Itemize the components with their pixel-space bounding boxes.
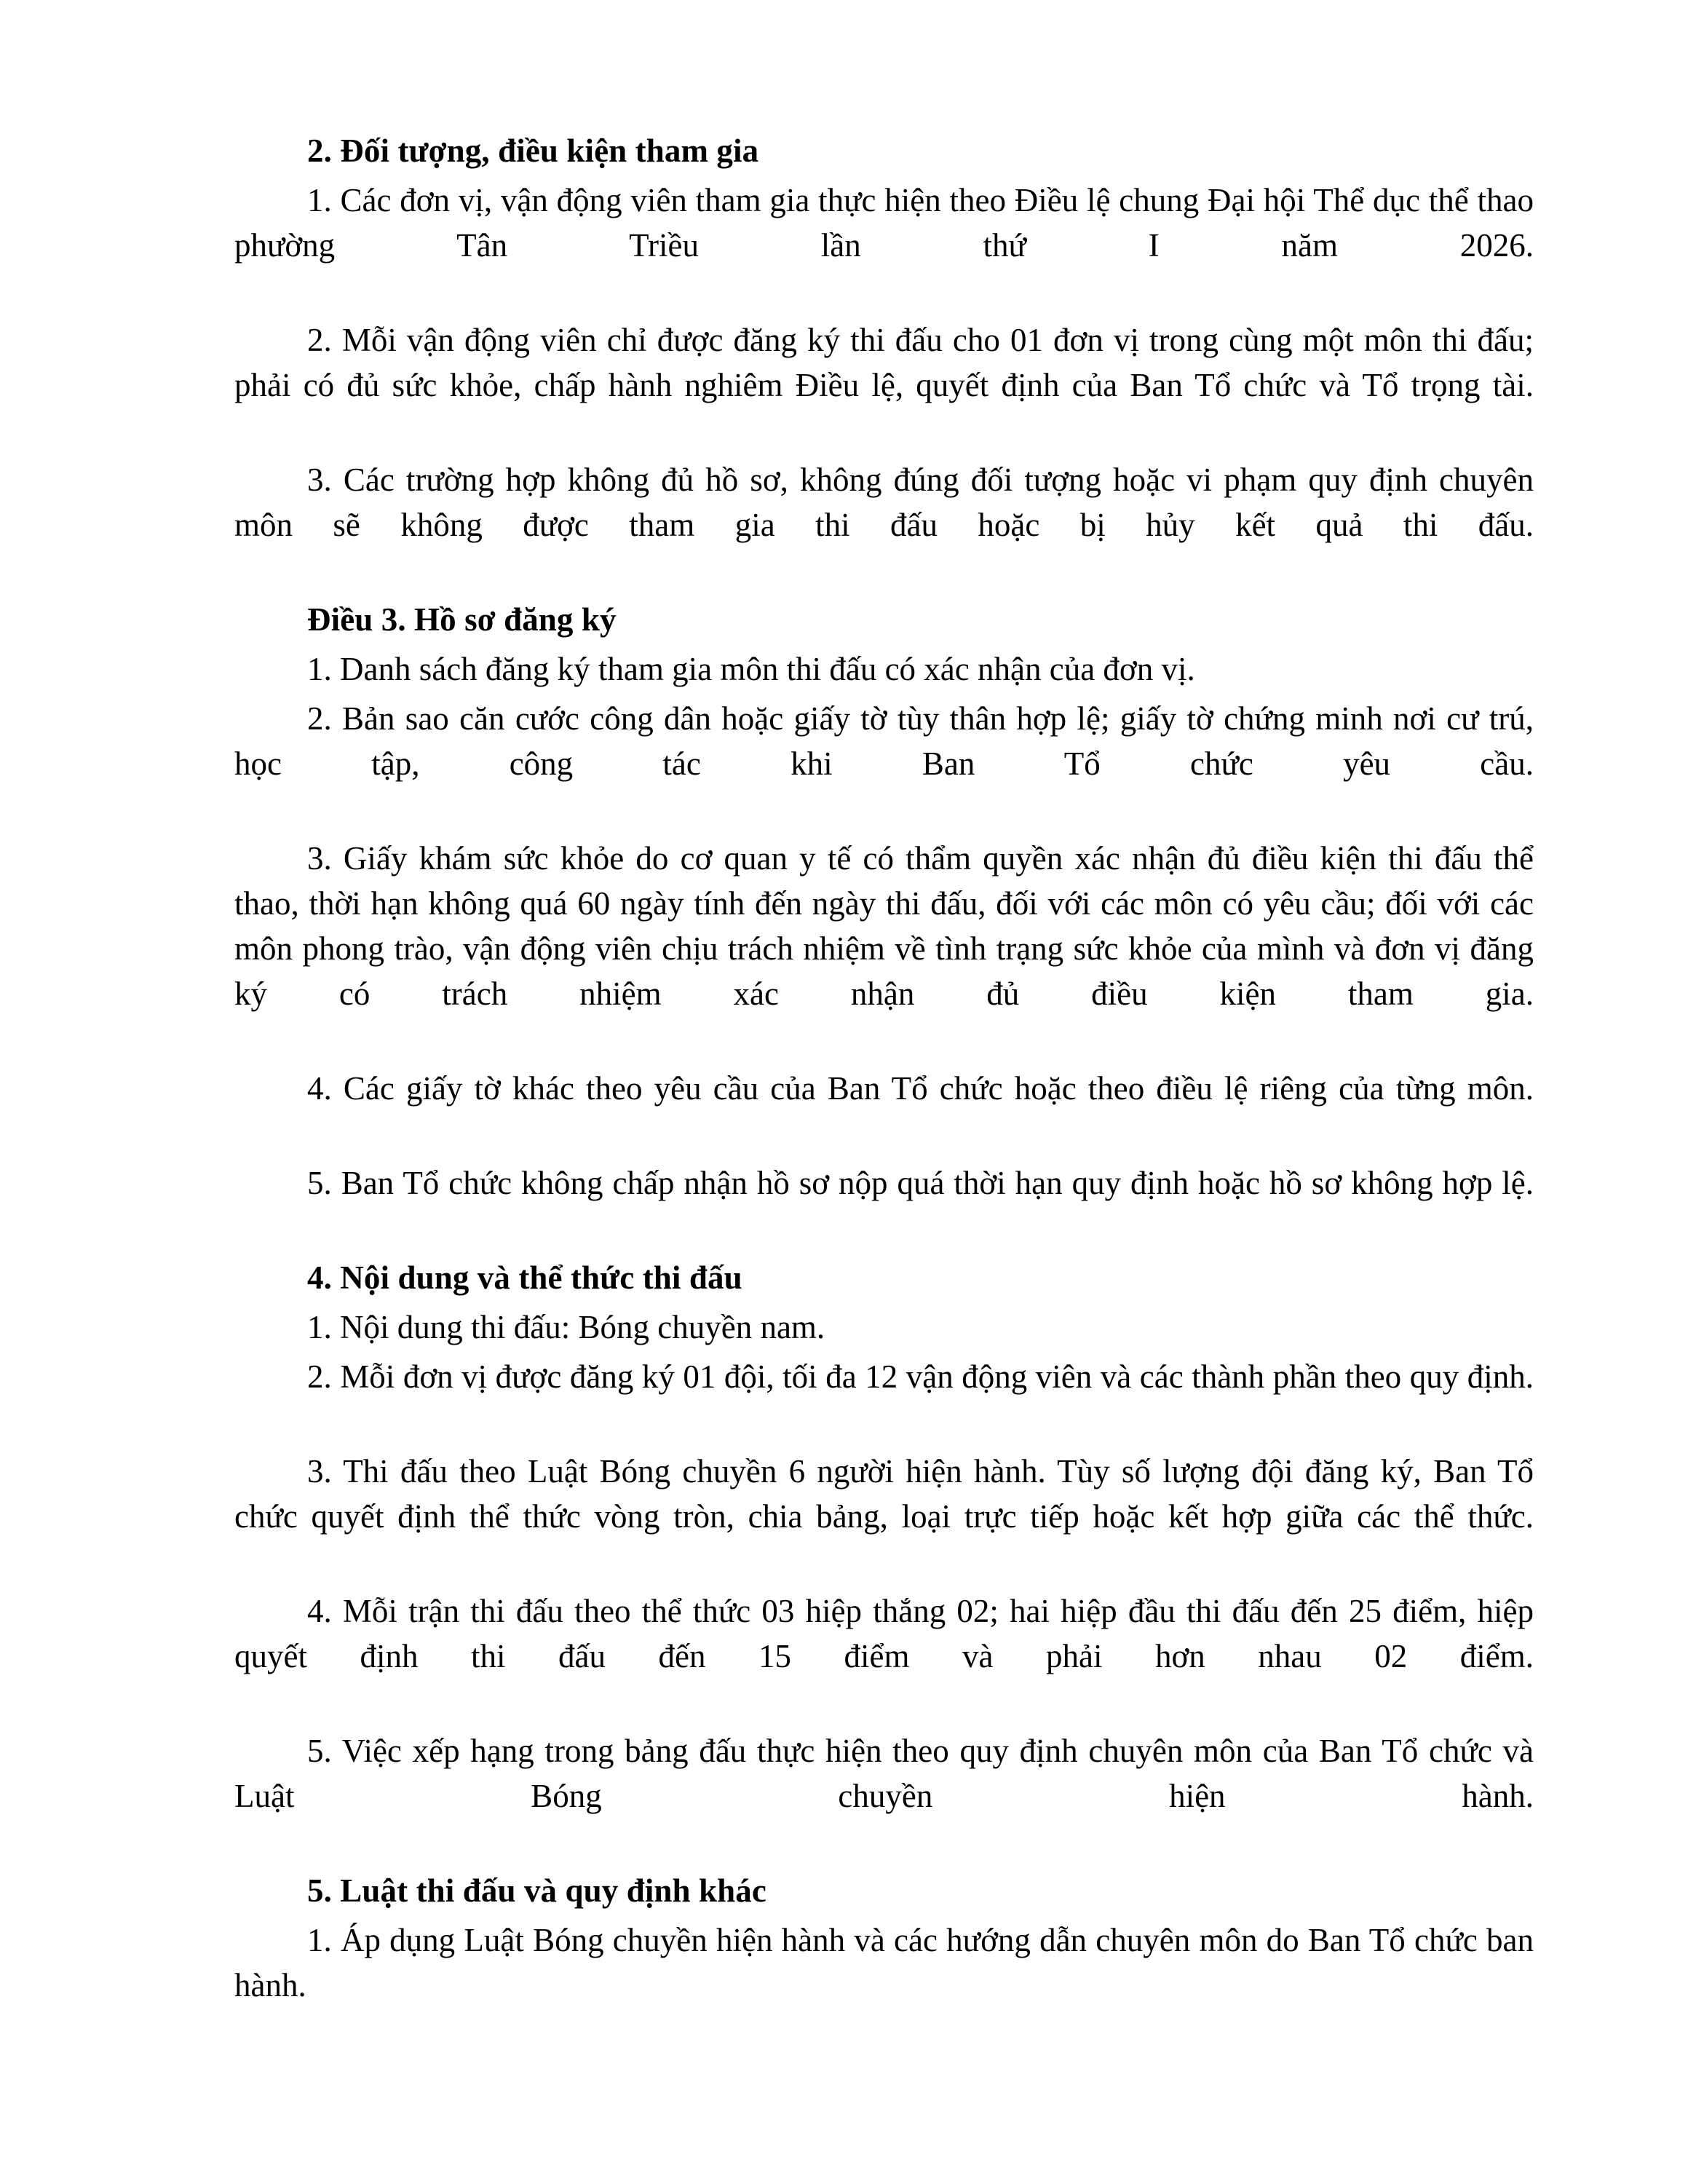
para-5-1: 1. Áp dụng Luật Bóng chuyền hiện hành và các hướng dẫn chuyên môn do Ban Tổ chức ban hành. [234, 1922, 1534, 2003]
para-4-3: 3. Thi đấu theo Luật Bóng chuyền 6 người hiện hành. Tùy số lượng đội đăng ký, Ban Tổ chức quyết định thể thức vòng tròn, chia bảng, loại trực tiếp hoặc kết hợp giữa các thể thức. [234, 1453, 1534, 1535]
para-2-2: 2. Mỗi vận động viên chỉ được đăng ký thi đấu cho 01 đơn vị trong cùng một môn thi đấu; phải có đủ sức khỏe, chấp hành nghiêm Điều lệ, quyết định của Ban Tổ chức và Tổ trọng tài. [234, 322, 1534, 403]
para-3-2: 2. Bản sao căn cước công dân hoặc giấy tờ tùy thân hợp lệ; giấy tờ chứng minh nơi cư trú, học tập, công tác khi Ban Tổ chức yêu cầu. [234, 700, 1534, 782]
document-body [234, 128, 1534, 2057]
para-3-5: 5. Ban Tổ chức không chấp nhận hồ sơ nộp quá thời hạn quy định hoặc hồ sơ không hợp lệ. [307, 1165, 1534, 1201]
para-3-1: 1. Danh sách đăng ký tham gia môn thi đấu có xác nhận của đơn vị. [307, 651, 1195, 687]
para-4-4: 4. Mỗi trận thi đấu theo thể thức 03 hiệp thắng 02; hai hiệp đầu thi đấu đến 25 điểm, hiệp quyết định thi đấu đến 15 điểm và phải hơn nhau 02 điểm. [234, 1593, 1534, 1674]
para-4-1: 1. Nội dung thi đấu: Bóng chuyền nam. [307, 1309, 825, 1345]
para-2-3: 3. Các trường hợp không đủ hồ sơ, không đúng đối tượng hoặc vi phạm quy định chuyên môn sẽ không được tham gia thi đấu hoặc bị hủy kết quả thi đấu. [234, 462, 1534, 543]
heading-doi-tuong-dieu-kien-tham-gia: 2. Đối tượng, điều kiện tham gia [307, 132, 759, 169]
para-3-4: 4. Các giấy tờ khác theo yêu cầu của Ban Tổ chức hoặc theo điều lệ riêng của từng môn. [307, 1070, 1534, 1107]
para-2-1: 1. Các đơn vị, vận động viên tham gia thực hiện theo Điều lệ chung Đại hội Thể dục thể thao phường Tân Triều lần thứ I năm 2026. [234, 182, 1534, 264]
para-4-2: 2. Mỗi đơn vị được đăng ký 01 đội, tối đa 12 vận động viên và các thành phần theo quy định. [307, 1358, 1534, 1395]
heading-luat-thi-dau-va-quy-dinh-khac: 5. Luật thi đấu và quy định khác [307, 1872, 766, 1909]
para-4-5: 5. Việc xếp hạng trong bảng đấu thực hiện theo quy định chuyên môn của Ban Tổ chức và Luật Bóng chuyền hiện hành. [234, 1733, 1534, 1814]
para-3-3: 3. Giấy khám sức khỏe do cơ quan y tế có thẩm quyền xác nhận đủ điều kiện thi đấu thể thao, thời hạn không quá 60 ngày tính đến ngày thi đấu, đối với các môn có yêu cầu; đối với các môn phong trào, vận động viên chịu trách nhiệm về tình trạng sức khỏe của mình và đơn vị đăng ký có trách nhiệm xác nhận đủ điều kiện tham gia. [234, 840, 1534, 1012]
heading-dieu-3-ho-so-dang-ky: Điều 3. Hồ sơ đăng ký [307, 601, 617, 638]
heading-noi-dung-va-the-thuc-thi-dau: 4. Nội dung và thể thức thi đấu [307, 1259, 742, 1296]
